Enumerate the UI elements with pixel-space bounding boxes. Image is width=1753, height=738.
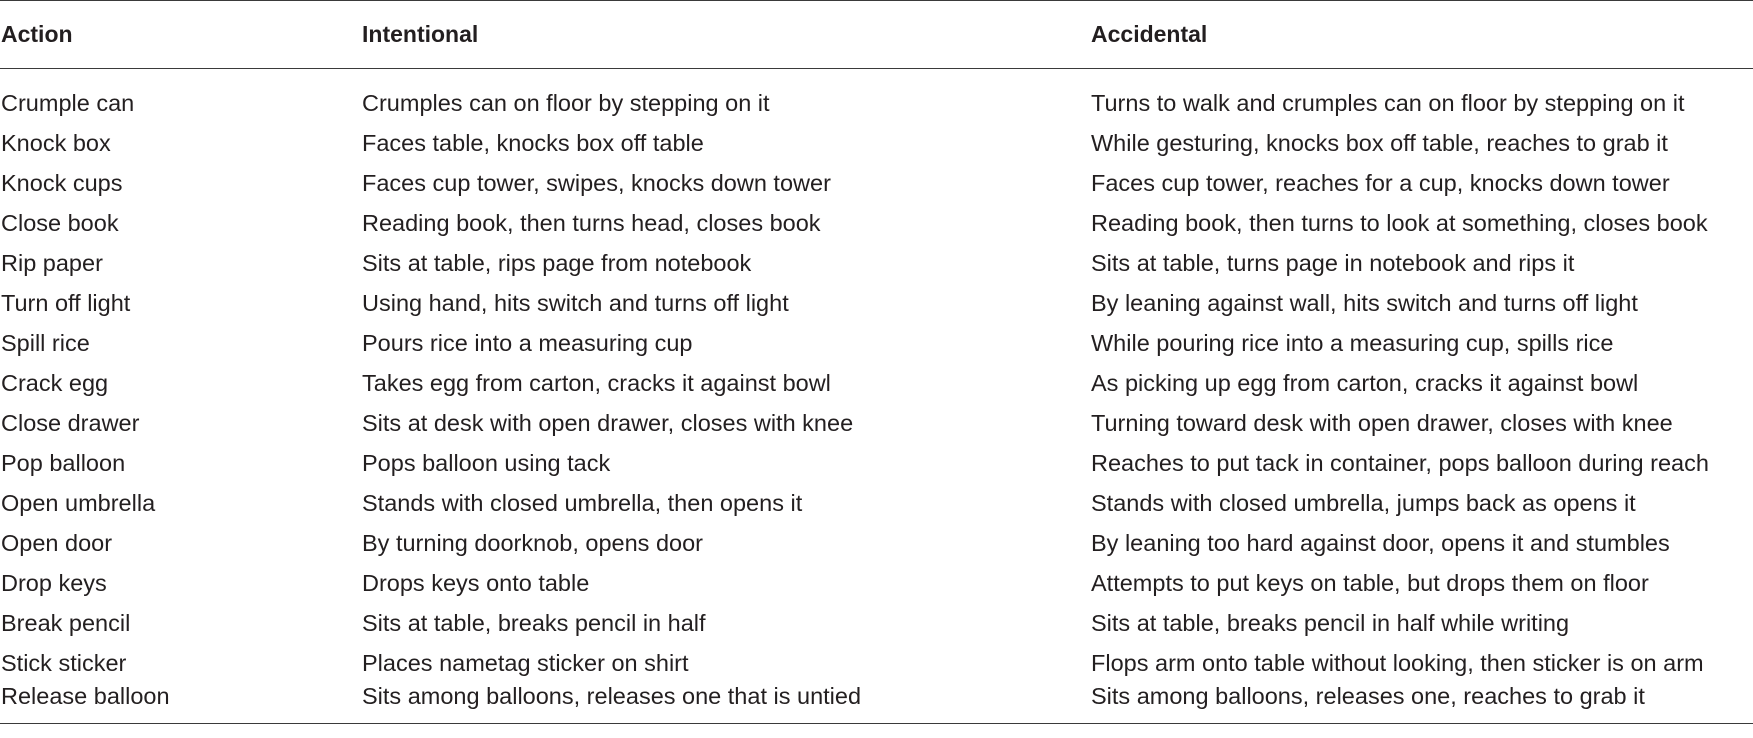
- cell-action: Close book: [1, 209, 119, 236]
- header-row: [0, 1, 1753, 69]
- cell-intentional: Sits at desk with open drawer, closes with knee: [362, 409, 854, 436]
- cell-intentional: Faces table, knocks box off table: [362, 129, 704, 156]
- cell-action: Break pencil: [1, 609, 131, 636]
- cell-action: Knock cups: [1, 169, 123, 196]
- table-row: [0, 163, 1753, 203]
- cell-accidental: Turning toward desk with open drawer, closes with knee: [1091, 409, 1673, 436]
- cell-intentional: Pours rice into a measuring cup: [362, 329, 693, 356]
- table-row: [0, 523, 1753, 563]
- cell-accidental: Turns to walk and crumples can on floor by stepping on it: [1091, 89, 1685, 116]
- table-row: [0, 403, 1753, 443]
- cell-accidental: By leaning too hard against door, opens it and stumbles: [1091, 529, 1670, 556]
- table-row: [0, 243, 1753, 283]
- table-row: [0, 363, 1753, 403]
- table-row: [0, 483, 1753, 523]
- table-row: [0, 643, 1753, 683]
- table-row: [0, 683, 1753, 723]
- cell-intentional: By turning doorknob, opens door: [362, 529, 703, 556]
- cell-action: Stick sticker: [1, 649, 127, 676]
- cell-action: Crack egg: [1, 369, 109, 396]
- table-row: [0, 443, 1753, 483]
- table-row: [0, 203, 1753, 243]
- cell-action: Open umbrella: [1, 489, 156, 516]
- cell-action: Open door: [1, 529, 113, 556]
- cell-intentional: Sits at table, rips page from notebook: [362, 249, 752, 276]
- cell-intentional: Reading book, then turns head, closes book: [362, 209, 821, 236]
- table-row: [0, 123, 1753, 163]
- cell-intentional: Using hand, hits switch and turns off light: [362, 289, 789, 316]
- cell-action: Close drawer: [1, 409, 140, 436]
- cell-accidental: While pouring rice into a measuring cup, spills rice: [1091, 329, 1614, 356]
- cell-action: Spill rice: [1, 329, 90, 356]
- cell-action: Drop keys: [1, 569, 107, 596]
- header-accidental: Accidental: [1090, 1, 1753, 69]
- header-action: Action: [0, 1, 361, 69]
- cell-action: Pop balloon: [1, 449, 126, 476]
- cell-accidental: Sits among balloons, releases one, reaches to grab it: [1090, 683, 1753, 723]
- cell-accidental: Sits at table, breaks pencil in half while writing: [1091, 609, 1570, 636]
- cell-accidental: By leaning against wall, hits switch and turns off light: [1091, 289, 1638, 316]
- cell-action: Knock box: [1, 129, 111, 156]
- cell-accidental: As picking up egg from carton, cracks it against bowl: [1091, 369, 1639, 396]
- table-body: [0, 69, 1753, 724]
- cell-accidental: Reading book, then turns to look at something, closes book: [1091, 209, 1708, 236]
- cell-accidental: Attempts to put keys on table, but drops them on floor: [1091, 569, 1649, 596]
- table-row: [0, 563, 1753, 603]
- cell-action: Crumple can: [1, 89, 135, 116]
- cell-intentional: Drops keys onto table: [362, 569, 590, 596]
- cell-accidental: Reaches to put tack in container, pops balloon during reach: [1091, 449, 1709, 476]
- table-row: [0, 323, 1753, 363]
- cell-accidental: Flops arm onto table without looking, then sticker is on arm: [1091, 649, 1704, 676]
- cell-action: Release balloon: [0, 683, 361, 723]
- cell-intentional: Crumples can on floor by stepping on it: [362, 89, 770, 116]
- cell-action: Rip paper: [1, 249, 103, 276]
- cell-accidental: While gesturing, knocks box off table, reaches to grab it: [1091, 129, 1668, 156]
- table-row: [0, 283, 1753, 323]
- table-row: [0, 69, 1753, 124]
- cell-accidental: Sits at table, turns page in notebook and rips it: [1091, 249, 1575, 276]
- cell-accidental: Stands with closed umbrella, jumps back as opens it: [1091, 489, 1636, 516]
- cell-intentional: Pops balloon using tack: [362, 449, 611, 476]
- table-header: [0, 1, 1753, 69]
- cell-intentional: Stands with closed umbrella, then opens it: [362, 489, 803, 516]
- cell-accidental: Faces cup tower, reaches for a cup, knocks down tower: [1091, 169, 1670, 196]
- cell-intentional: Sits among balloons, releases one that is untied: [361, 683, 1090, 723]
- cell-action: Turn off light: [1, 289, 131, 316]
- cell-intentional: Places nametag sticker on shirt: [362, 649, 689, 676]
- cell-intentional: Faces cup tower, swipes, knocks down tower: [362, 169, 831, 196]
- cell-intentional: Sits at table, breaks pencil in half: [362, 609, 706, 636]
- header-intentional: Intentional: [361, 1, 1090, 69]
- table-row: [0, 603, 1753, 643]
- cell-intentional: Takes egg from carton, cracks it against bowl: [362, 369, 831, 396]
